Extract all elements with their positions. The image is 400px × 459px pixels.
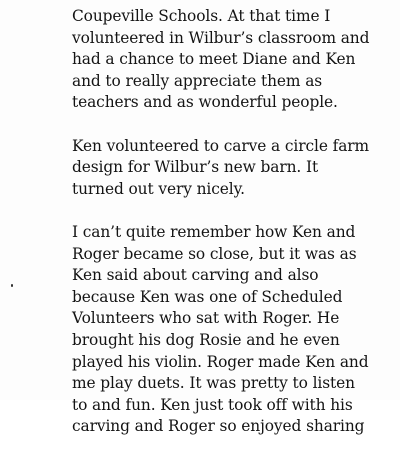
text-line: and to really appreciate them as <box>72 71 323 90</box>
text-line: because Ken was one of Scheduled <box>72 287 343 306</box>
text-line: Ken said about carving and also <box>72 266 319 285</box>
text-line: Coupeville Schools. At that time I <box>72 7 331 25</box>
paragraph-1 <box>72 6 392 114</box>
text-line: played his violin. Roger made Ken and <box>72 352 369 371</box>
text-line: me play duets. It was pretty to listen <box>72 374 355 393</box>
text-line: I can’t quite remember how Ken and <box>72 222 356 241</box>
paragraph-2 <box>72 136 392 201</box>
text-line: to and fun. Ken just took off with his <box>72 395 353 414</box>
text-line: had a chance to meet Diane and Ken <box>72 50 356 69</box>
body-text <box>72 6 392 459</box>
text-line: turned out very nicely. <box>72 179 245 198</box>
paragraph-3 <box>72 222 392 438</box>
text-line: volunteered in Wilbur’s classroom and <box>72 28 370 47</box>
text-line: Ken volunteered to carve a circle farm <box>72 136 370 155</box>
scan-speck <box>11 284 13 287</box>
text-line: design for Wilbur’s new barn. It <box>72 158 319 177</box>
text-line: Roger became so close, but it was as <box>72 244 357 263</box>
text-line: brought his dog Rosie and he even <box>72 330 340 349</box>
text-line: carving and Roger so enjoyed sharing <box>72 417 365 436</box>
text-line: teachers and as wonderful people. <box>72 93 338 112</box>
text-line: Volunteers who sat with Roger. He <box>72 309 340 328</box>
